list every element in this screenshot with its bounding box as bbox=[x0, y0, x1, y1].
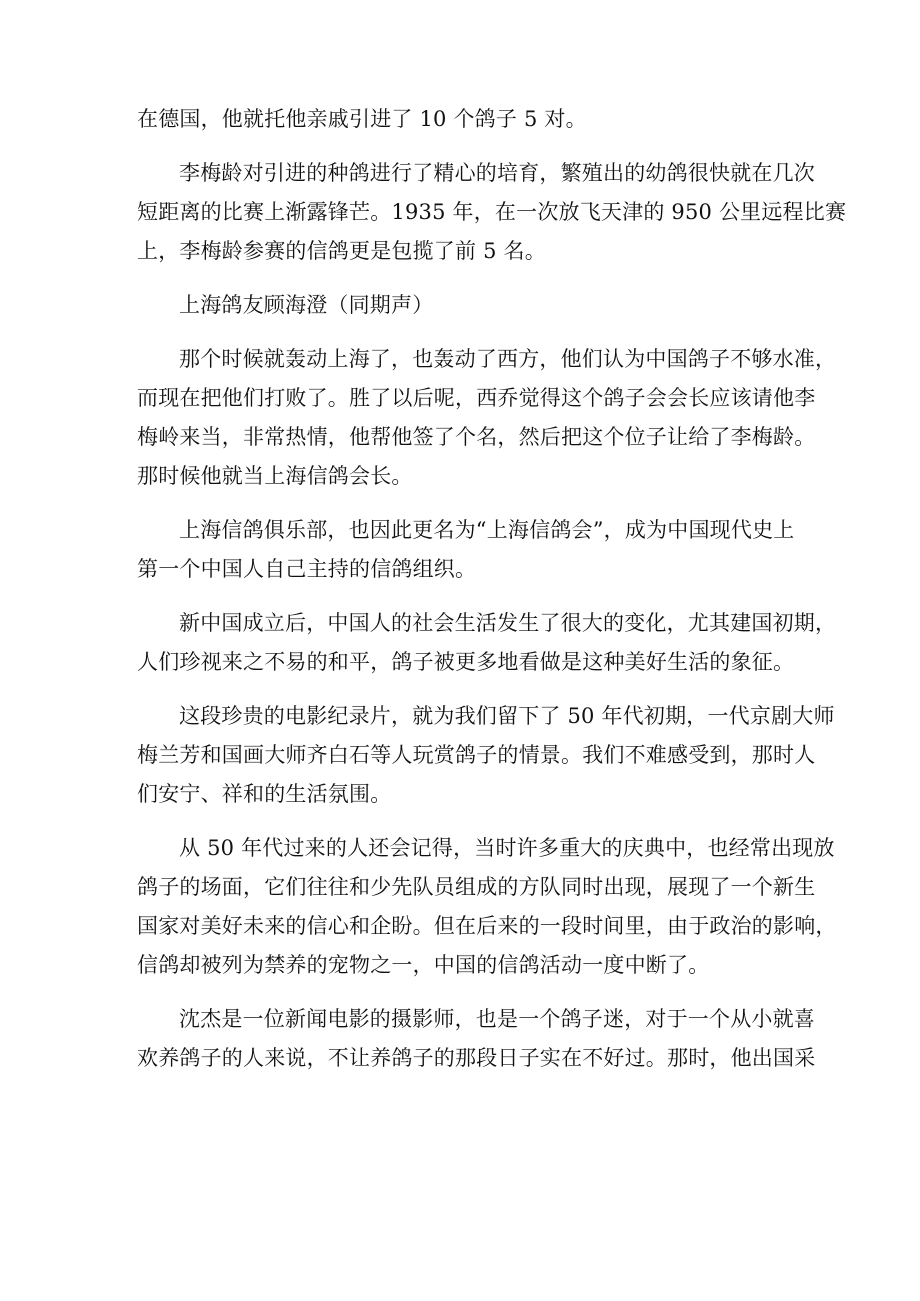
text-line: 上，李梅龄参赛的信鸽更是包揽了前 5 名。 bbox=[137, 239, 546, 263]
paragraph bbox=[137, 286, 797, 325]
text-line: 而现在把他们打败了。胜了以后呢，西乔觉得这个鸽子会会长应该请他李 bbox=[137, 386, 816, 410]
paragraph bbox=[137, 511, 797, 589]
paragraph bbox=[137, 604, 837, 682]
text-line: 那个时候就轰动上海了，也轰动了西方，他们认为中国鸽子不够水准， bbox=[179, 347, 837, 371]
text-line: 上海鸽友顾海澄（同期声） bbox=[179, 293, 434, 317]
text-line: 在德国，他就托他亲戚引进了 10 个鸽子 5 对。 bbox=[137, 107, 587, 131]
text-line: 信鸽却被列为禁养的宠物之一，中国的信鸽活动一度中断了。 bbox=[137, 953, 710, 977]
text-line: 沈杰是一位新闻电影的摄影师，也是一个鸽子迷，对于一个从小就喜 bbox=[179, 1007, 815, 1031]
text-line: 欢养鸽子的人来说，不让养鸽子的那段日子实在不好过。那时，他出国采 bbox=[137, 1046, 816, 1070]
text-line: 第一个中国人自己主持的信鸽组织。 bbox=[137, 557, 477, 581]
text-line: 们安宁、祥和的生活氛围。 bbox=[137, 782, 392, 806]
text-line: 从 50 年代过来的人还会记得，当时许多重大的庆典中，也经常出现放 bbox=[179, 836, 835, 860]
paragraph bbox=[137, 100, 797, 139]
document-body bbox=[137, 100, 847, 1093]
text-line: 国家对美好未来的信心和企盼。但在后来的一段时间里，由于政治的影响， bbox=[137, 914, 837, 938]
text-line: 新中国成立后，中国人的社会生活发生了很大的变化，尤其建国初期， bbox=[179, 611, 837, 635]
text-line: 短距离的比赛上渐露锋芒。1935 年，在一次放飞天津的 950 公里远程比赛 bbox=[137, 200, 847, 224]
text-line: 人们珍视来之不易的和平，鸽子被更多地看做是这种美好生活的象征。 bbox=[137, 650, 795, 674]
text-line: 梅兰芳和国画大师齐白石等人玩赏鸽子的情景。我们不难感受到，那时人 bbox=[137, 743, 816, 767]
paragraph bbox=[137, 829, 837, 985]
text-line: 鸽子的场面，它们往往和少先队员组成的方队同时出现，展现了一个新生 bbox=[137, 875, 816, 899]
text-line: 李梅龄对引进的种鸽进行了精心的培育，繁殖出的幼鸽很快就在几次 bbox=[179, 161, 815, 185]
text-line: 这段珍贵的电影纪录片，就为我们留下了 50 年代初期，一代京剧大师 bbox=[179, 704, 835, 728]
text-line: 梅岭来当，非常热情，他帮他签了个名，然后把这个位子让给了李梅龄。 bbox=[137, 425, 816, 449]
paragraph bbox=[137, 697, 835, 814]
text-line: 那时候他就当上海信鸽会长。 bbox=[137, 464, 413, 488]
paragraph bbox=[137, 1000, 816, 1078]
text-line: 上海信鸽俱乐部，也因此更名为“上海信鸽会”，成为中国现代史上 bbox=[179, 518, 795, 542]
paragraph bbox=[137, 154, 847, 271]
paragraph bbox=[137, 340, 837, 496]
